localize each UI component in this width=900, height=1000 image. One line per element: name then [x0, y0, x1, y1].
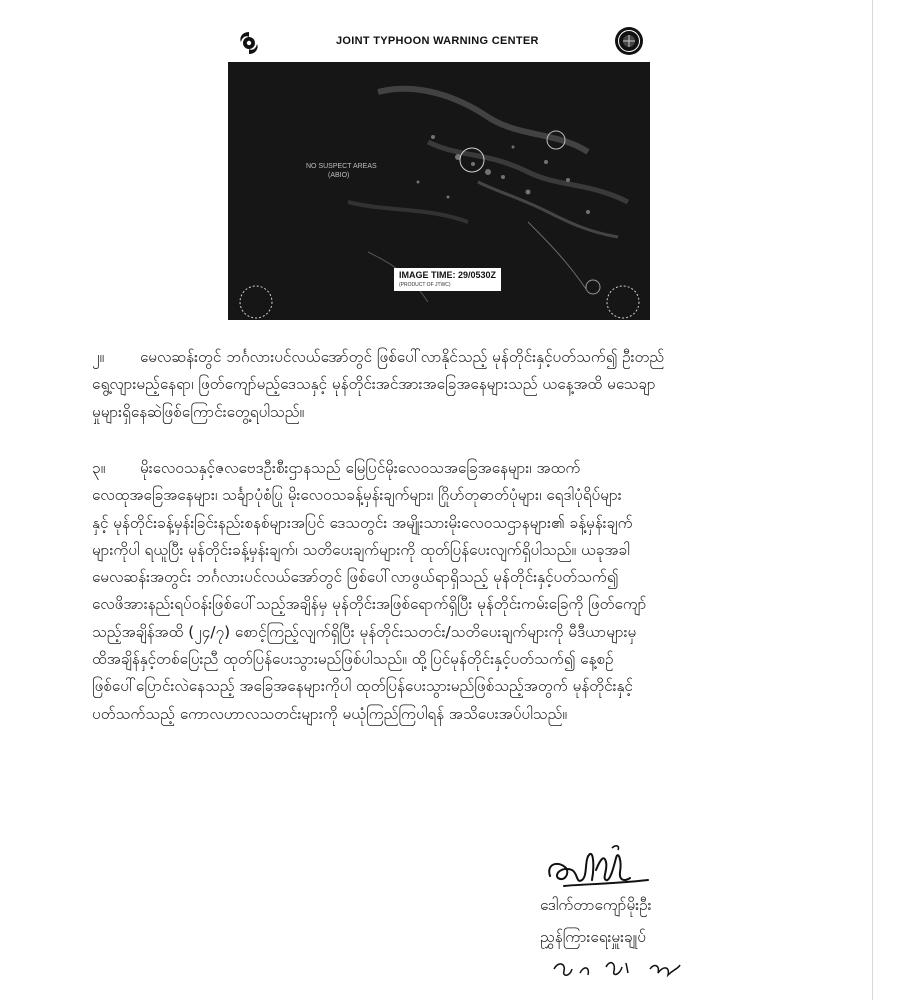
image-time-box: [394, 268, 501, 291]
paragraph-number: ၃။: [92, 459, 106, 477]
handwritten-initials: [550, 955, 710, 981]
paragraph-line: များကိုပါ ရယူပြီး မုန်တိုင်းခန့်မှန်းချက်၊ သတိပေးချက်များကို ထုတ်ပြန်ပေးလျက်ရှိပါသည်။ ယခုအခါ: [92, 540, 630, 559]
paragraph-line: ထိအချိန်နှင့်တစ်ပြေးညီ ထုတ်ပြန်ပေးသွားမည်ဖြစ်ပါသည်။ ထို့ပြင်မုန်တိုင်းနှင့်ပတ်သက်၍ နေ့စဉ်: [92, 650, 614, 669]
typhoon-symbol-icon: [236, 30, 262, 56]
paragraph-line: မေလဆန်းတွင် ဘင်္ဂလားပင်လယ်အော်တွင် ဖြစ်ပေါ်လာနိုင်သည့် မုန်တိုင်းနှင့်ပတ်သက်၍ ဦးတည်: [140, 348, 665, 366]
paragraph-line: မိုးလေဝသနှင့်ဇလဗေဒဦးစီးဌာနသည် မြေပြင်မိုးလေဝသအခြေအနေများ၊ အထက်: [140, 459, 581, 477]
seal-emblem-icon: [614, 26, 644, 56]
satellite-image: [228, 62, 650, 320]
product-note: (PRODUCT OF JTWC): [399, 282, 451, 288]
page-edge-line: [872, 0, 873, 1000]
paragraph-line: လေဖိအားနည်းရပ်ဝန်းဖြစ်ပေါ်သည့်အချိန်မှ မုန်တိုင်းအဖြစ်ရောက်ရှိပြီး မုန်တိုင်းကမ်းခြေကို ဖြတ်ကျော်: [92, 595, 647, 614]
image-time-text: IMAGE TIME: 29/0530Z: [399, 270, 497, 280]
paragraph-line: ရွေ့လျားမည့်နေရာ၊ ဖြတ်ကျော်မည့်ဒေသနှင့် မုန်တိုင်းအင်အားအခြေအနေများသည် ယနေ့အထိ မသေချာ: [92, 375, 656, 394]
paragraph-2: [92, 455, 830, 728]
signatory-name: ဒေါက်တာကျော်မိုးဦး: [540, 896, 652, 914]
jtwc-header: [228, 22, 648, 62]
paragraph-number: ၂။: [92, 348, 105, 366]
paragraph-1: [92, 344, 830, 426]
header-title: JOINT TYPHOON WARNING CENTER: [336, 35, 539, 47]
signature-block: [540, 840, 840, 1000]
paragraph-line: ဖြစ်ပေါ်ပြောင်းလဲနေသည့် အခြေအနေများကိုပါ ထုတ်ပြန်ပေးသွားမည်ဖြစ်သည့်အတွက် မုန်တိုင်းနှင့်: [92, 677, 633, 696]
paragraph-line: နှင့် မုန်တိုင်းခန့်မှန်းခြင်းနည်းစနစ်များအပြင် ဒေသတွင်း အမျိုးသားမိုးလေဝသဌာနများ၏ ခန့်မှန်းချက်: [92, 513, 633, 532]
area-label-line1: NO SUSPECT AREAS: [306, 163, 377, 170]
suspect-area-label: [306, 162, 377, 180]
paragraph-line: သည့်အချိန်အထိ (၂၄/၇) စောင့်ကြည့်လျက်ရှိပြီး မုန်တိုင်းသတင်း/သတိပေးချက်များကို မီဒီယာများမှ: [92, 622, 637, 641]
paragraph-line: မေလဆန်းအတွင်း ဘင်္ဂလားပင်လယ်အော်တွင် ဖြစ်ပေါ်လာဖွယ်ရာရှိသည့် မုန်တိုင်းနှင့်ပတ်သက်၍: [92, 568, 619, 587]
handwritten-signature: [544, 840, 654, 894]
paragraph-line: မှုများရှိနေဆဲဖြစ်ကြောင်းတွေ့ရပါသည်။: [92, 402, 305, 421]
paragraph-line: လေထုအခြေအနေများ၊ သင်္ချာပုံစံပြု မိုးလေဝသခန့်မှန်းချက်များ၊ ဂြိုဟ်တုဓာတ်ပုံများ၊ ရေဒါပုံရိပ်များ: [92, 486, 622, 505]
signatory-title: ညွှန်ကြားရေးမှူးချုပ်: [540, 928, 646, 946]
area-label-line2: (ABIO): [328, 172, 350, 179]
paragraph-line: ပတ်သက်သည့် ကောလဟာလသတင်းများကို မယုံကြည်ကြပါရန် အသိပေးအပ်ပါသည်။: [92, 704, 568, 723]
